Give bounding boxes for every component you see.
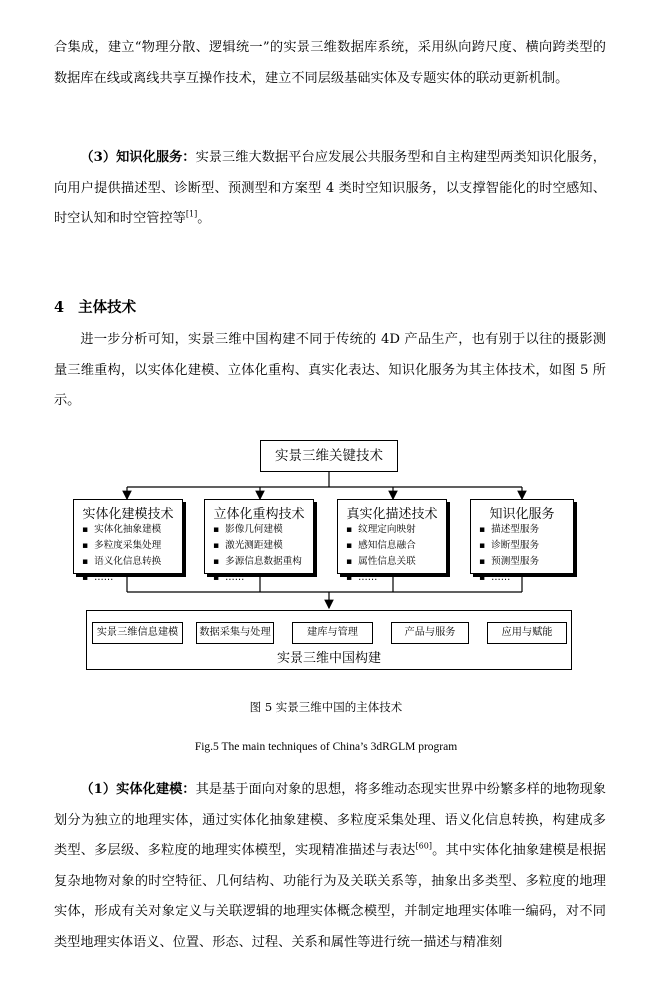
list-item: ▪ …… [213, 570, 302, 586]
list-item: ▪ 语义化信息转换 [82, 554, 161, 570]
paragraph-label: （1）实体化建模： [80, 782, 196, 797]
knowledge-service-box [470, 499, 574, 583]
process-step: 应用与赋能 [487, 622, 567, 644]
list-item: ▪ 多源信息数据重构 [213, 554, 302, 570]
list-item: ▪ 实体化抽象建模 [82, 522, 161, 538]
list-item: ▪ 激光测距建模 [213, 538, 302, 554]
citation-ref: [1] [185, 209, 198, 219]
section-number: 4 [54, 299, 65, 316]
paragraph-text: 合集成，建立“物理分散、逻辑统一”的实景三维数据库系统，采用纵向跨尺度、横向跨类型的数据库在线或离线共享互操作技术，建立不同层级基础实体及专题实体的联动更新机制。 [54, 40, 606, 86]
column-list [82, 522, 161, 586]
column-title: 立体化重构技术 [213, 507, 305, 522]
paragraph-end: 。 [197, 211, 211, 226]
process-step: 产品与服务 [391, 622, 469, 644]
realistic-description-box [337, 499, 447, 583]
list-item: ▪ 诊断型服务 [479, 538, 539, 554]
key-tech-box: 实景三维关键技术 [260, 440, 398, 472]
paragraph-text: 其是基于面向对象的思想，将多维动态现实世界中纷繁多样的地物现象划分为独立的地理实体，通过实体化抽象建模、多粒度采集处理、语义化信息转换，构建成多类型、多层级、多粒度的地理实体模型，实现精准描述与表达 [54, 782, 606, 858]
list-item: ▪ 感知信息融合 [346, 538, 416, 554]
list-item: ▪ 属性信息关联 [346, 554, 416, 570]
list-item: ▪ 影像几何建模 [213, 522, 302, 538]
column-list [346, 522, 416, 586]
list-item: ▪ 纹理定向映射 [346, 522, 416, 538]
list-item: ▪ 多粒度采集处理 [82, 538, 161, 554]
citation-ref: [60] [415, 841, 432, 851]
section-title: 主体技术 [78, 299, 137, 316]
paragraph-label: （3）知识化服务： [80, 150, 196, 165]
paragraph-text: 实景三维大数据平台应发展公共服务型和自主构建型两类知识化服务，向用户提供描述型、诊断型、预测型和方案型 4 类时空知识服务，以支撑智能化的时空感知、时空认知和时空管控等 [54, 150, 606, 226]
figure-caption-en: Fig.5 The main techniques of China’s 3dRGLM program [194, 741, 458, 753]
process-step: 实景三维信息建模 [92, 622, 183, 644]
list-item: ▪ …… [479, 570, 539, 586]
column-title: 知识化服务 [489, 507, 555, 522]
list-item: ▪ 预测型服务 [479, 554, 539, 570]
paragraph-text-rest: 。其中实体化抽象建模是根据复杂地物对象的时空特征、几何结构、功能行为及关联关系等，抽象出多类型、多粒度的地理实体，形成有关对象定义与关联逻辑的地理实体概念模型，并制定地理实体唯一编码，对不同类型地理实体语义、位置、形态、过程、关系和属性等进行统一描述与精准刻 [54, 843, 606, 950]
entity-modeling-box [73, 499, 183, 583]
column-list [479, 522, 539, 586]
figure-caption-cn: 图 5 实景三维中国的主体技术 [249, 700, 403, 714]
column-list [213, 522, 302, 586]
paragraph-text: 进一步分析可知，实景三维中国构建不同于传统的 4D 产品生产，也有别于以往的摄影测量三维重构，以实体化建模、立体化重构、真实化表达、知识化服务为其主体技术，如图 5 所示。 [54, 332, 606, 408]
column-title: 真实化描述技术 [346, 507, 438, 522]
process-step: 数据采集与处理 [196, 622, 274, 644]
construction-label: 实景三维中国构建 [276, 651, 381, 666]
list-item: ▪ 描述型服务 [479, 522, 539, 538]
paragraph-entity-modeling [54, 775, 606, 958]
list-item: ▪ …… [346, 570, 416, 586]
process-step: 建库与管理 [292, 622, 373, 644]
list-item: ▪ …… [82, 570, 161, 586]
column-title: 实体化建模技术 [82, 507, 174, 522]
3d-reconstruction-box [204, 499, 314, 583]
